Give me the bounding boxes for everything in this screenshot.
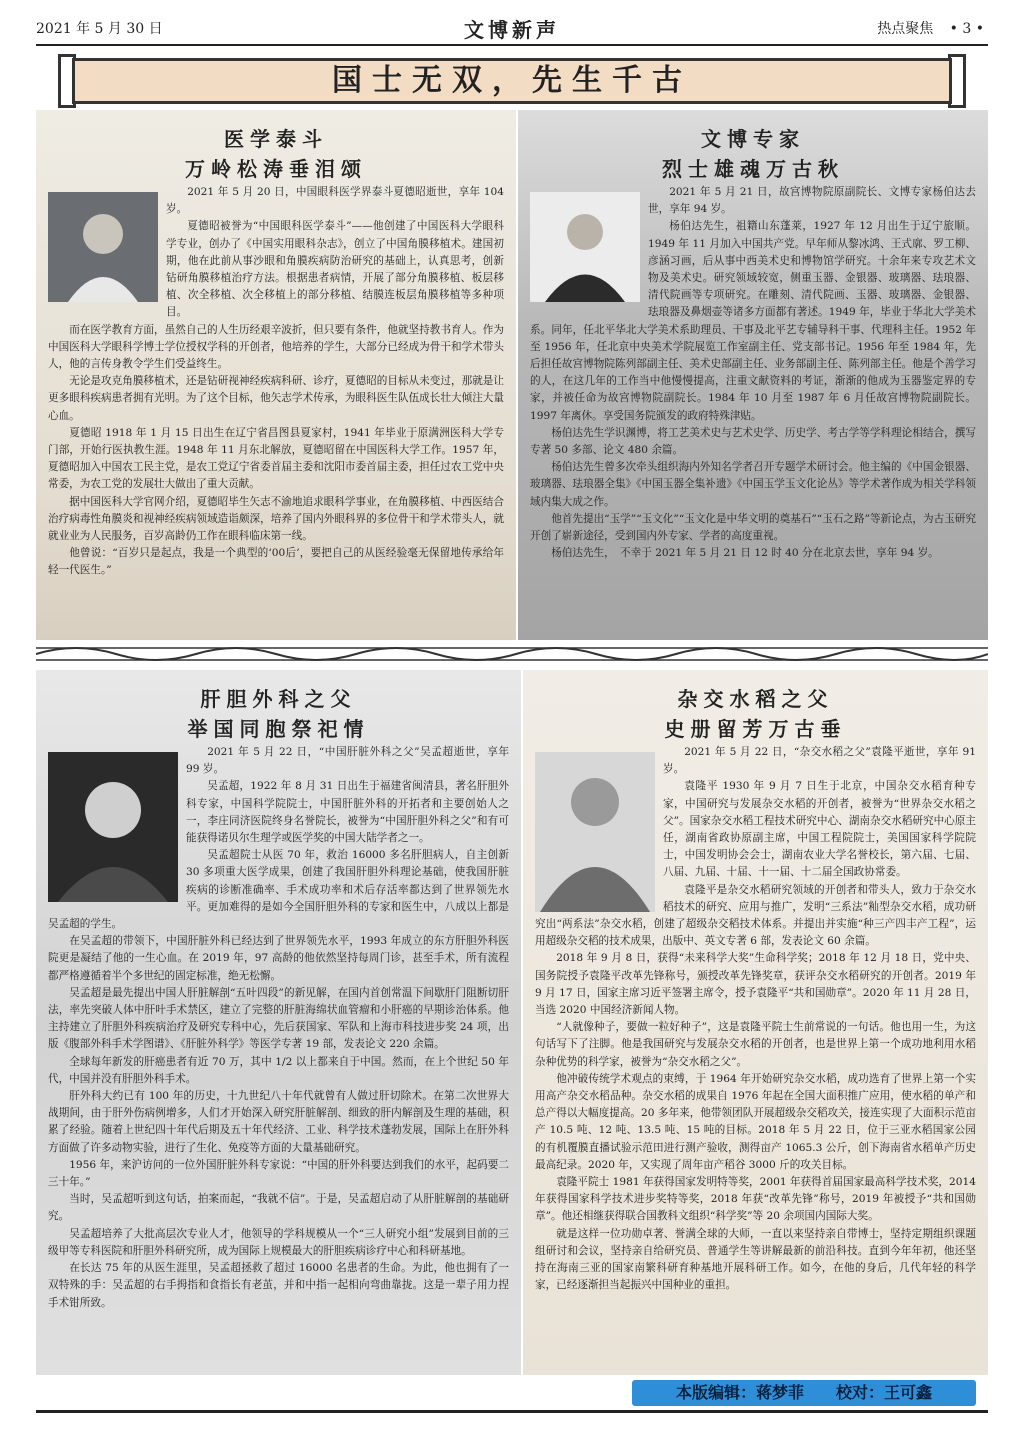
article-paragraph: 杨伯达先生曾多次牵头组织海内外知名学者召开专题学术研讨会。他主编的《中国金银器、玻璃器、珐琅器全集》《中国玉器全集补遗》《中国玉学玉文化论丛》等学术著作成为相关学科领域内集大成之作。 [530, 461, 976, 508]
article-title [523, 684, 988, 744]
article-paragraph: 在长达 75 年的从医生涯里，吴孟超拯救了超过 16000 名患者的生命。为此，他也拥有了一双特殊的手：吴孟超的右手拇指和食指长有老茧，并和中指一起相向弯曲靠拢。这是一辈子用力捏手术钳所致。 [48, 1262, 509, 1309]
page-number: • 3 • [949, 21, 984, 37]
article-paragraph: 据中国医科大学官网介绍，夏德昭毕生矢志不渝地追求眼科学事业，在角膜移植、中西医结合治疗病毒性角膜炎和视神经疾病领域造诣颇深，培养了国内外眼科界的多位骨干和学术带头人，就就业业为人民服务，百岁高龄仍工作在眼科临床第一线。 [48, 495, 504, 543]
article-title-line1: 肝胆外科之父 [200, 687, 357, 711]
article-paragraph: 夏德昭 1918 年 1 月 15 日出生在辽宁省昌图县夏家村，1941 年毕业于原满洲医科大学专门部，开始行医执教生涯。1948 年 11 月东北解放，夏德昭留在中国医科大学工作。1957 年，夏德昭加入中国农工民主党，是农工党辽宁省委首届主委和沈阳市委首届主委，担任过农工党中央常委，为农工党的发展壮大做出了重大贡献。 [48, 426, 504, 491]
article-paragraph: 2021 年 5 月 22 日，“中国肝脏外科之父”吴孟超逝世，享年 99 岁。 [186, 746, 509, 776]
issue-date: 2021 年 5 月 30 日 [36, 21, 163, 37]
article-paragraph: 2018 年 9 月 8 日，获得“未来科学大奖”生命科学奖；2018 年 12 月 18 日，党中央、国务院授予袁隆平改革先锋称号，颁授改革先锋奖章，获评杂交水稻研究的开创者。2019 年 9 月 17 日，国家主席习近平签署主席令，授予袁隆平“共和国勋章”。2020 年 11 月 28 日，当选 2020 中国经济新闻人物。 [535, 952, 976, 1017]
article-title [518, 124, 988, 184]
header-rule [36, 44, 988, 46]
article-paragraph: 他冲破传统学术观点的束缚，于 1964 年开始研究杂交水稻，成功选育了世界上第一个实用高产杂交水稻品种。杂交水稻的成果自 1976 年起在全国大面积推广应用，使水稻的单产和总产得以大幅度提高。20 多年来，他带领团队开展超级杂交稻攻关，接连实现了大面积示范亩产 10.5 吨、12 吨、13.5 吨、15 吨的目标。2018 年 5 月 22 日，位于三亚水稻国家公园的有机覆膜直播试验示范田进行测产验收，测得亩产 1065.3 公斤，创下海南省水稻单产历史最高纪录。2020 年，又实现了周年亩产稻谷 3000 斤的攻关目标。 [535, 1072, 976, 1171]
article-panel-yuan [523, 670, 988, 1375]
article-paragraph: 在吴孟超的带领下，中国肝脏外科已经达到了世界领先水平，1993 年成立的东方肝胆外科医院更是凝结了他的一生心血。在 2019 年，97 高龄的他依然坚持每周门诊，甚至手术，所有流程都严格遵循着半个多世纪的固定标准，绝无松懈。 [48, 935, 509, 982]
article-paragraph: 杨伯达先生，祖籍山东蓬莱，1927 年 12 月出生于辽宁旅顺。1949 年 11 月加入中国共产党。早年师从黎冰鸿、王式廓、罗工柳、彦涵习画，后从事中西美术史和博物馆学研究。十余年来专攻艺术文物及美术史。研究领域较宽，侧重玉器、金银器、玻璃器、珐琅器、清代院画等专项研究。在雕刻、清代院画、玉器、玻璃器、金银器、珐琅器及鼻烟壶等诸多方面都有著述。1949 年，毕业于华北大学美术系。同年，任北平华北大学美术系助理员、干事及北平艺专辅导科干事、代理科主任。1952 年至 1956 年，任北京中央美术学院展览工作室副主任、党支部书记。1956 年至 1984 年，先后担任故宫博物院陈列部副主任、美术史部副主任、业务部副主任、陈列部主任。他是个善学习的人，在这几年的工作当中他慢慢提高，注重文献资料的考证，渐渐的他成为玉器鉴定界的专家，并被任命为故宫博物院副院长。1984 年 10 月至 1987 年 6 月任故宫博物院副院长。1997 年离休。享受国务院颁发的政府特殊津贴。 [530, 220, 976, 422]
article-body [523, 744, 988, 1295]
portrait-photo [48, 192, 158, 302]
article-paragraph: 当时，吴孟超听到这句话，拍案而起，“我就不信”。于是，吴孟超启动了从肝脏解剖的基础研究。 [48, 1193, 509, 1223]
article-paragraph: 他首先提出“玉学”“玉文化”“玉文化是中华文明的奠基石”“玉石之路”等新论点，为古玉研究开创了崭新途径，受到国内外专家、学者的高度重视。 [530, 512, 976, 543]
article-body [36, 744, 521, 1312]
article-paragraph: 袁隆平院士 1981 年获得国家发明特等奖，2001 年获得首届国家最高科学技术奖，2014 年获得国家科学技术进步奖特等奖，2018 年获“改革先锋”称号，2019 年被授予“共和国勋章”。他还相继获得联合国教科文组织“科学奖”等 20 余项国内国际大奖。 [535, 1176, 976, 1223]
article-title-line2: 史册留芳万古垂 [664, 717, 847, 741]
section-page [877, 18, 984, 38]
portrait-photo [48, 752, 178, 902]
article-paragraph: 他曾说：“百岁只是起点，我是一个典型的‘00后’，要把自己的从医经验毫无保留地传承给年轻一代医生。” [48, 547, 504, 577]
page-header [0, 0, 1024, 46]
article-paragraph: 1956 年，来沪访问的一位外国肝脏外科专家说：“中国的肝外科要达到我们的水平，起码要二三十年。” [48, 1158, 509, 1189]
article-paragraph: 杨伯达先生， 不幸于 2021 年 5 月 21 日 12 时 40 分在北京去世，享年 94 岁。 [551, 547, 939, 560]
article-title-line2: 烈士雄魂万古秋 [662, 157, 844, 181]
article-title [36, 684, 521, 744]
article-panel-wu [36, 670, 521, 1375]
article-paragraph: 袁隆平 1930 年 9 月 7 日生于北京，中国杂交水稻育种专家，中国研究与发展杂交水稻的开创者，被誉为“世界杂交水稻之父”。国家杂交水稻工程技术研究中心、湖南杂交水稻研究中心原主任，湖南省政协原副主席，中国工程院院士，美国国家科学院院士，中国发明协会会士，湖南农业大学名誉校长，第六届、七届、八届、九届、十届、十一届、十二届全国政协常委。 [663, 780, 976, 879]
masthead: 文博新声 [464, 18, 560, 42]
article-paragraph: 吴孟超培养了大批高层次专业人才，他领导的学科规模从一个“三人研究小组”发展到目前的三级甲等专科医院和肝胆外科研究所，成为国际上规模最大的肝胆疾病诊疗中心和科研基地。 [48, 1227, 509, 1257]
article-paragraph: 无论是攻克角膜移植术，还是钻研视神经疾病科研、诊疗，夏德昭的目标从未变过，那就是让更多眼科疾病患者拥有光明。为了这个目标，他矢志学术传承，为眼科医生队伍成长壮大倾注大量心血。 [48, 375, 504, 422]
article-panel-xia [36, 110, 516, 640]
ornamental-divider [36, 642, 988, 666]
article-title-line1: 医学泰斗 [224, 127, 328, 151]
article-paragraph: 2021 年 5 月 20 日，中国眼科医学界泰斗夏德昭逝世，享年 104 岁。 [166, 186, 504, 216]
article-paragraph: 2021 年 5 月 22 日，“杂交水稻之父”袁隆平逝世，享年 91 岁。 [663, 746, 976, 776]
article-paragraph: 2021 年 5 月 21 日，故宫博物院原副院长、文博专家杨伯达去世，享年 94 岁。 [648, 186, 976, 216]
article-title-line2: 举国同胞祭祀情 [187, 717, 370, 741]
article-paragraph: 杨伯达先生学识渊博，将工艺美术史与艺术史学、历史学、考古学等学科理论相结合，撰写专著 50 多部、论文 480 余篇。 [530, 426, 976, 457]
article-paragraph: 吴孟超，1922 年 8 月 31 日出生于福建省闽清县，著名肝胆外科专家，中国科学院院士，中国肝脏外科的开拓者和主要创始人之一，李庄同济医院终身名誉院长，被誉为“中国肝胆外科之父”和有可能获得诺贝尔生理学或医学奖的中国大陆学者之一。 [186, 780, 509, 845]
page-banner-title: 国士无双，先生千古 [72, 58, 952, 104]
article-paragraph: 袁隆平是杂交水稻研究领域的开创者和带头人，致力于杂交水稻技术的研究、应用与推广，发明“三系法”籼型杂交水稻，成功研究出“两系法”杂交水稻，创建了超级杂交稻技术体系。并提出并实施“种三产四丰产工程”，运用超级杂交稻的技术成果，出版中、英文专著 6 部，发表论文 60 余篇。 [535, 883, 976, 948]
article-paragraph: 就是这样一位功勋卓著、誉满全球的大师，一直以来坚持亲自带博士，坚持定期组织课题组研讨和会议，坚持亲自给研究员、普通学生等讲解最新的前沿科技。直到今年年初，他还坚持在海南三亚的国家南繁科研育种基地开展科研工作。如今，在他的身后，几代年轻的科学家，已经逐渐担当起振兴中国种业的重担。 [535, 1227, 976, 1292]
footer-rule [36, 1410, 988, 1413]
portrait-photo [535, 752, 655, 912]
article-paragraph: “人就像种子，要做一粒好种子”，这是袁隆平院士生前常说的一句话。他也用一生，为这句话写下了注脚。他是我国研究与发展杂交水稻的开创者，也是世界上第一个成功地利用水稻杂种优势的科学家，被誉为“杂交水稻之父”。 [535, 1021, 976, 1068]
portrait-photo [530, 192, 640, 302]
article-panel-yang [518, 110, 988, 640]
section-name: 热点聚焦 [877, 21, 934, 37]
article-body [518, 184, 988, 562]
article-title-line1: 文博专家 [701, 127, 805, 151]
article-title-line1: 杂交水稻之父 [677, 687, 834, 711]
article-paragraph: 吴孟超是最先提出中国人肝脏解剖“五叶四段”的新见解，在国内首创常温下间歇肝门阻断切肝法，率先突破人体中肝叶手术禁区，建立了完整的肝脏海绵状血管瘤和小肝癌的早期诊治体系。他主持建立了肝胆外科疾病治疗及研究专科中心，先后获国家、军队和上海市科技进步奖 24 项，出版《腹部外科手术学图谱》、《肝脏外科学》等医学专著 19 部，发表论文 220 余篇。 [48, 986, 509, 1051]
article-body [36, 184, 516, 580]
article-paragraph: 肝外科大约已有 100 年的历史，十九世纪八十年代就曾有人做过肝切除术。在第二次世界大战期间，由于肝外伤病例增多，人们才开始深入研究肝脏解剖、细致的肝内解剖及生理的基础，积累了经验。随着上世纪四十年代后期及五十年代经济、工业、科学技术蓬勃发展，国际上在肝外科方面做了许多动物实验，进行了生化、免疫等方面的大量基础研究。 [48, 1090, 509, 1154]
article-title-line2: 万岭松涛垂泪颂 [185, 157, 367, 181]
article-paragraph: 吴孟超院士从医 70 年，救治 16000 多名肝胆病人，自主创新 30 多项重大医学成果，创建了我国肝胆外科理论基础，使我国肝脏疾病的诊断准确率、手术成功率和术后存活率都达到了世界领先水平。更加难得的是如今全国肝胆外科的专家和医生中，八成以上都是吴孟超的学生。 [48, 849, 509, 931]
article-paragraph: 而在医学教育方面，虽然自己的人生历经艰辛波折，但只要有条件，他就坚持教书育人。作为中国医科大学眼科学博士学位授权学科的开创者，他培养的学生，大部分已经成为骨干和学术带头人，他的言传身教令学生们受益终生。 [48, 323, 504, 371]
article-title [36, 124, 516, 184]
article-paragraph: 夏德昭被誉为“中国眼科医学泰斗”——他创建了中国医科大学眼科学专业，创办了《中国实用眼科杂志》，创立了中国角膜移植术。建国初期，他在此前从事沙眼和角膜疾病防治研究的基础上，认真思考，创新钻研角膜移植治疗方法。根据患者病情，开展了部分角膜移植、板层移植、次全移植、次全移植上的部分移植、结膜连板层角膜移植等多种项目。 [166, 220, 504, 319]
article-paragraph: 全球每年新发的肝癌患者有近 70 万，其中 1/2 以上都来自于中国。然而，在上个世纪 50 年代，中国并没有肝胆外科手术。 [48, 1055, 509, 1085]
editor-credit-bar: 本版编辑：蒋梦菲 校对：王可鑫 [632, 1380, 976, 1406]
